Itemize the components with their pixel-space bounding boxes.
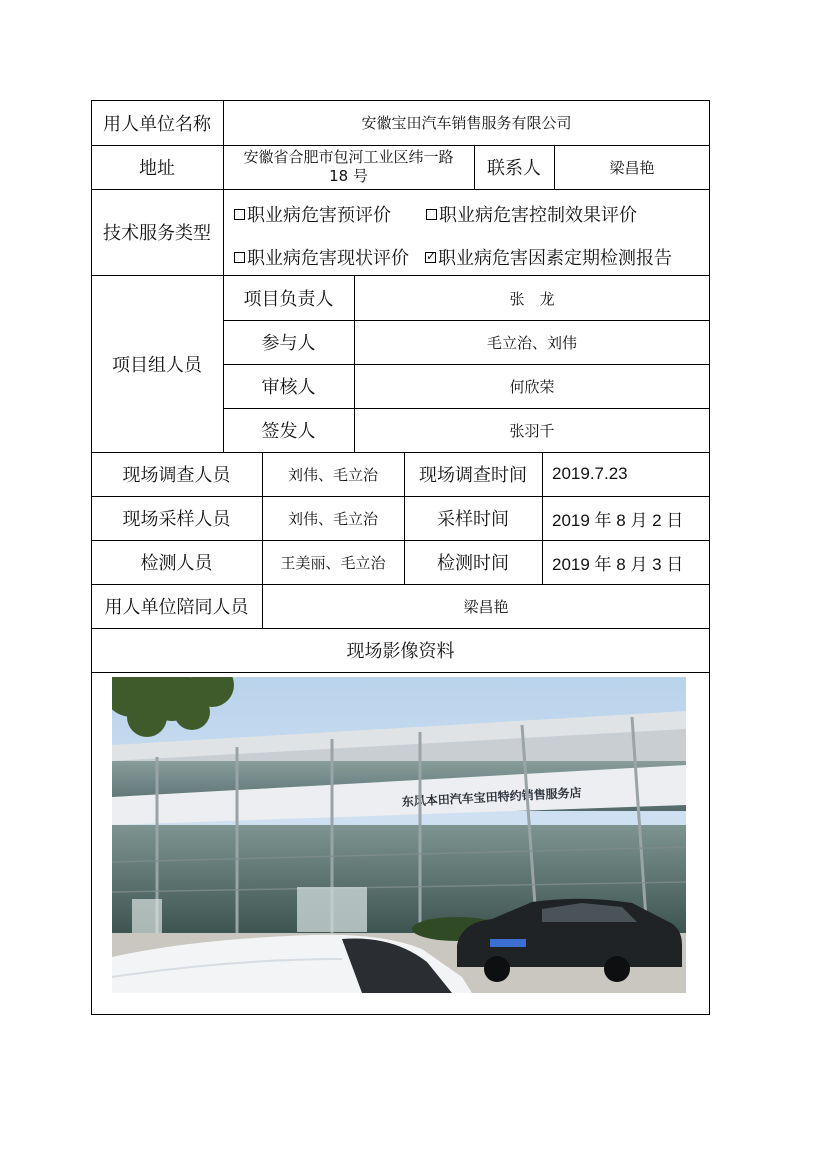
employer-label: 用人单位名称	[103, 113, 211, 135]
survey-time-label: 现场调查时间	[419, 465, 527, 486]
service-option-status-evaluation[interactable]: 职业病危害现状评价	[234, 244, 409, 270]
rule	[91, 672, 710, 673]
site-photo-illustration	[112, 677, 686, 993]
photos-heading: 现场影像资料	[346, 641, 455, 662]
testing-staff: 王美丽、毛立治	[280, 553, 386, 572]
storefront-sign: 东风本田汽车宝田特约销售服务店	[401, 785, 582, 809]
team-label: 项目组人员	[112, 354, 202, 376]
service-option-periodic-testing[interactable]: ✓ 职业病危害因素定期检测报告	[426, 248, 672, 269]
address-value	[223, 145, 474, 189]
accompany-label: 用人单位陪同人员	[104, 597, 249, 618]
employer-name: 安徽宝田汽车销售服务有限公司	[361, 114, 572, 132]
survey-time: 2019.7.23	[552, 464, 628, 483]
checkbox-unchecked-icon[interactable]	[234, 252, 245, 263]
team-role-leader: 项目负责人	[243, 289, 334, 310]
address-line-1: 安徽省合肥市包河工业区纬一路	[243, 148, 454, 166]
service-type-label: 技术服务类型	[103, 223, 211, 244]
info-form	[91, 100, 710, 1015]
team-name-issuer: 张羽千	[509, 421, 555, 440]
team-role-issuer: 签发人	[261, 421, 316, 442]
checkbox-checked-icon[interactable]: ✓	[426, 248, 437, 263]
testing-time: 2019 年 8 月 3 日	[552, 554, 684, 574]
sampling-time-label: 采样时间	[437, 509, 509, 530]
service-option-control-effect[interactable]: 职业病危害控制效果评价	[426, 201, 637, 227]
service-option-pre-evaluation[interactable]: 职业病危害预评价	[234, 201, 391, 227]
contact-name: 梁昌艳	[609, 158, 655, 177]
sampling-staff: 刘伟、毛立治	[287, 509, 378, 528]
team-role-reviewer: 审核人	[261, 377, 316, 398]
rule	[91, 1014, 710, 1015]
accompany-name: 梁昌艳	[463, 597, 509, 616]
sampling-time: 2019 年 8 月 2 日	[552, 510, 684, 530]
testing-time-label: 检测时间	[437, 553, 509, 574]
team-name-leader: 张 龙	[509, 289, 555, 308]
survey-staff: 刘伟、毛立治	[287, 465, 378, 484]
address-label: 地址	[139, 158, 175, 179]
team-name-participant: 毛立治、刘伟	[486, 333, 577, 352]
checkbox-unchecked-icon[interactable]	[426, 209, 437, 220]
sampling-staff-label: 现场采样人员	[122, 509, 231, 530]
survey-staff-label: 现场调查人员	[122, 465, 231, 486]
address-line-2: 18 号	[329, 167, 368, 185]
team-name-reviewer: 何欣荣	[509, 377, 555, 396]
site-photo	[112, 677, 686, 993]
contact-label: 联系人	[487, 158, 541, 179]
team-role-participant: 参与人	[261, 333, 316, 354]
testing-staff-label: 检测人员	[140, 553, 213, 574]
checkbox-unchecked-icon[interactable]	[234, 209, 245, 220]
